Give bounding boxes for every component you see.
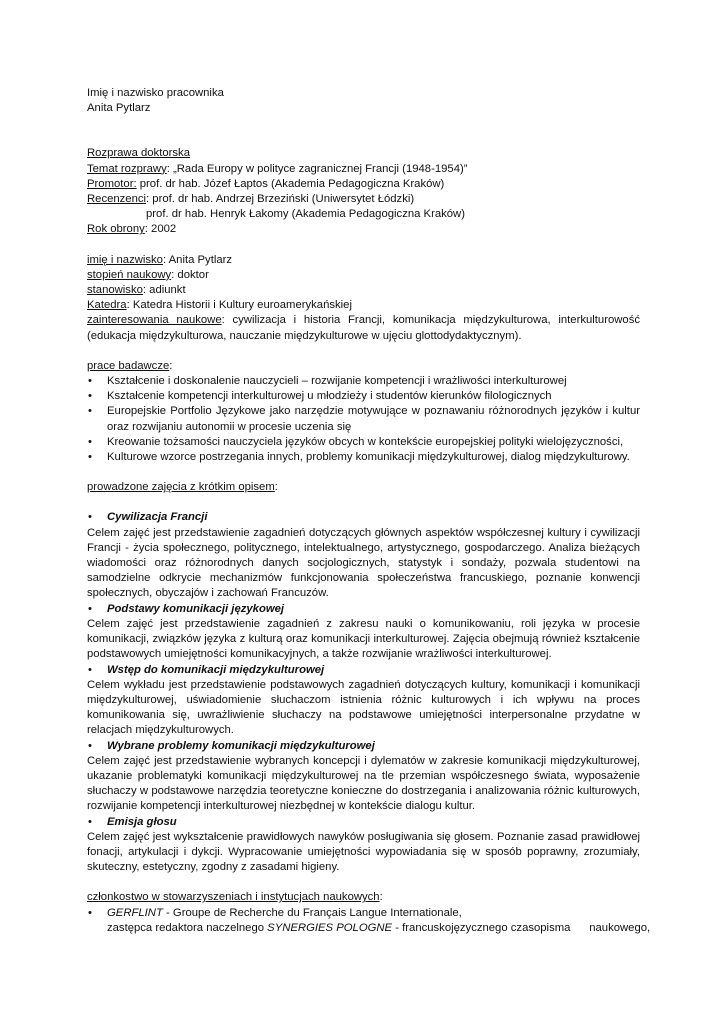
thesis-topic-label: Temat rozprawy bbox=[87, 162, 167, 175]
course-description: Celem zajęć jest przedstawienie zagadnień dotyczących głównych aspektów współczesnej kultury i cywilizacji Francji - życia społecznego, politycznego, intelektualnego, artystycznego, gospodarczego. Analiza bieżących wiadomości oraz różnorodnych danych socjologicznych, statystyk i sondaży, pozwala studentowi na samodzielne odkrycie mechanizmów funkcjonowania społeczeństwa francuskiego, poznanie konwencji społecznych, obyczajów i zachowań Francuzów. bbox=[87, 526, 640, 600]
course-block bbox=[87, 602, 640, 663]
membership-org bbox=[107, 906, 640, 921]
membership-heading-colon: : bbox=[379, 891, 383, 904]
profile-name bbox=[87, 253, 640, 268]
list-item bbox=[87, 450, 640, 465]
thesis-promotor bbox=[87, 177, 640, 192]
thesis-reviewers bbox=[87, 192, 640, 207]
role-suffix: - francuskojęzycznego czasopisma naukowego, bbox=[392, 921, 651, 934]
course-block bbox=[87, 663, 640, 739]
profile-interests bbox=[87, 313, 640, 343]
membership-heading bbox=[87, 890, 640, 905]
employee-label: Imię i nazwisko pracownika bbox=[87, 87, 224, 99]
journal-name: SYNERGIES POLOGNE bbox=[267, 921, 393, 934]
research-item-text: Kształcenie i doskonalenie nauczycieli – rozwijanie kompetencji i wrażliwości interkulturowej bbox=[107, 375, 567, 388]
profile-position bbox=[87, 283, 640, 298]
reviewers-label: Recenzenci bbox=[87, 193, 147, 206]
bullet-icon: • bbox=[88, 511, 92, 524]
bullet-icon: • bbox=[88, 602, 92, 615]
position-value: : adiunkt bbox=[142, 284, 186, 297]
course-description: Celem zajęć jest przedstawienie zagadnień z zakresu nauki o komunikowaniu, roli języka w procesie komunikacji, związków języka z kulturą oraz komunikacji interkulturowej. Zajęcia obejmują również kształcenie podstawowych umiejętności komunikacyjnych, a także rozwijanie wrażliwości interkulturowej. bbox=[87, 617, 640, 661]
bullet-icon: • bbox=[88, 390, 92, 403]
department-value: : Katedra Historii i Kultury euroamerykańskiej bbox=[126, 299, 352, 312]
bullet-icon: • bbox=[88, 375, 92, 388]
promotor-value: prof. dr hab. Józef Łaptos (Akademia Pedagogiczna Kraków) bbox=[136, 177, 445, 190]
reviewer-1: : prof. dr hab. Andrzej Brzeziński (Uniwersytet Łódzki) bbox=[146, 193, 415, 206]
course-title bbox=[87, 663, 640, 678]
thesis-topic-value: : „Rada Europy w polityce zagranicznej Francji (1948-1954)” bbox=[166, 162, 468, 175]
bullet-icon: • bbox=[88, 815, 92, 828]
thesis-topic bbox=[87, 162, 640, 177]
course-title bbox=[87, 602, 640, 617]
list-item bbox=[87, 435, 640, 450]
degree-label: stopień naukowy bbox=[87, 268, 172, 281]
bullet-icon: • bbox=[88, 451, 92, 464]
research-item-text: Europejskie Portfolio Językowe jako narzędzie motywujące w poznawaniu różnorodnych języków i kultur oraz rozwijaniu autonomii w procesie uczenia się bbox=[107, 405, 640, 433]
department-label: Katedra bbox=[87, 299, 127, 312]
profile-name-label: imię i nazwisko bbox=[87, 253, 163, 266]
list-item bbox=[87, 404, 640, 434]
course-title-text: Wstęp do komunikacji międzykulturowej bbox=[107, 663, 325, 676]
course-description: Celem zajęć jest przedstawienie wybranych koncepcji i dylematów w zakresie komunikacji międzykulturowej, ukazanie problematyki komunikacji międzykulturowej na tle przemian współczesnego świata, wyposażenie słuchaczy w podstawowe narzędzia teoretyczne konieczne do dostrzegania i analizowania różnic kulturowych, rozwijanie kompetencji interkulturowej niezbędnej w kontekście dialogu kultur. bbox=[87, 754, 640, 813]
course-title bbox=[87, 510, 640, 525]
course-title bbox=[87, 739, 640, 754]
courses-heading-colon: : bbox=[274, 481, 278, 494]
course-block bbox=[87, 815, 640, 876]
course-description: Celem zajęć jest wykształcenie prawidłowych nawyków posługiwania się głosem. Poznanie zasad prawidłowej fonacji, artykulacji i dykcji. Wypracowanie umiejętności wypowiadania się w sposób poprawny, zrozumiały, skuteczny, estetyczny, zgodny z zasadami higieny. bbox=[87, 830, 640, 874]
reviewer-2: prof. dr hab. Henryk Łakomy (Akademia Pedagogiczna Kraków) bbox=[146, 208, 465, 221]
year-label: Rok obrony bbox=[87, 223, 145, 236]
bullet-icon: • bbox=[88, 435, 92, 448]
position-label: stanowisko bbox=[87, 284, 143, 297]
degree-value: : doktor bbox=[171, 268, 209, 281]
profile-degree bbox=[87, 268, 640, 283]
interests-label: zainteresowania naukowe bbox=[87, 314, 222, 327]
role-prefix: zastępca redaktora naczelnego bbox=[107, 921, 268, 934]
bullet-icon: • bbox=[88, 906, 92, 919]
courses-heading-text: prowadzone zajęcia z krótkim opisem bbox=[87, 481, 275, 494]
research-heading-text: prace badawcze bbox=[87, 359, 170, 372]
profile-department bbox=[87, 298, 640, 313]
course-title-text: Wybrane problemy komunikacji międzykulturowej bbox=[107, 739, 375, 752]
research-heading-colon: : bbox=[169, 359, 173, 372]
course-title-text: Emisja głosu bbox=[107, 815, 177, 828]
thesis-heading: Rozprawa doktorska bbox=[87, 147, 190, 160]
research-list bbox=[87, 374, 640, 465]
org-name: GERFLINT bbox=[107, 906, 163, 919]
bullet-icon: • bbox=[88, 739, 92, 752]
list-item bbox=[87, 389, 640, 404]
course-title-text: Cywilizacja Francji bbox=[107, 511, 208, 524]
bullet-icon: • bbox=[88, 405, 92, 418]
course-description: Celem wykładu jest przedstawienie podstawowych zagadnień dotyczących kultury, komunikacji i komunikacji międzykulturowej, uświadomienie słuchaczom istnienia różnic kulturowych i ich wpływu na proces komunikowania się, uwrażliwienie słuchaczy na podstawowe umiejętności interpersonalne przydatne w relacjach międzykulturowych. bbox=[87, 678, 640, 737]
course-block bbox=[87, 739, 640, 815]
thesis-year bbox=[87, 222, 640, 237]
courses-heading bbox=[87, 480, 640, 495]
list-item bbox=[87, 374, 640, 389]
bullet-icon: • bbox=[88, 663, 92, 676]
research-item-text: Kształcenie kompetencji interkulturowej u młodzieży i studentów kierunków filologicznych bbox=[107, 390, 552, 403]
profile-name-value: : Anita Pytlarz bbox=[162, 253, 233, 266]
interests-value: : cywilizacja i historia Francji, komunikacja międzykulturowa, interkulturowość (edukacja międzykulturowa, nauczanie międzykulturowe w ujęciu glottodydaktycznym). bbox=[87, 314, 640, 342]
membership-role bbox=[107, 921, 651, 936]
course-title bbox=[87, 815, 640, 830]
employee-name: Anita Pytlarz bbox=[87, 102, 151, 115]
membership-heading-text: członkostwo w stowarzyszeniach i instytucjach naukowych bbox=[87, 891, 380, 904]
research-heading bbox=[87, 359, 640, 374]
research-item-text: Kreowanie tożsamości nauczyciela języków obcych w kontekście europejskiej polityki wielojęzyczności, bbox=[107, 435, 624, 448]
document-page bbox=[87, 86, 651, 936]
course-block bbox=[87, 510, 640, 601]
course-title-text: Podstawy komunikacji językowej bbox=[107, 602, 285, 615]
org-desc: - Groupe de Recherche du Français Langue Internationale, bbox=[162, 906, 462, 919]
research-item-text: Kulturowe wzorce postrzegania innych, problemy komunikacji międzykulturowej, dialog międzykulturowy. bbox=[107, 451, 630, 464]
year-value: : 2002 bbox=[144, 223, 177, 236]
promotor-label: Promotor: bbox=[87, 177, 137, 190]
membership-item bbox=[87, 906, 651, 936]
